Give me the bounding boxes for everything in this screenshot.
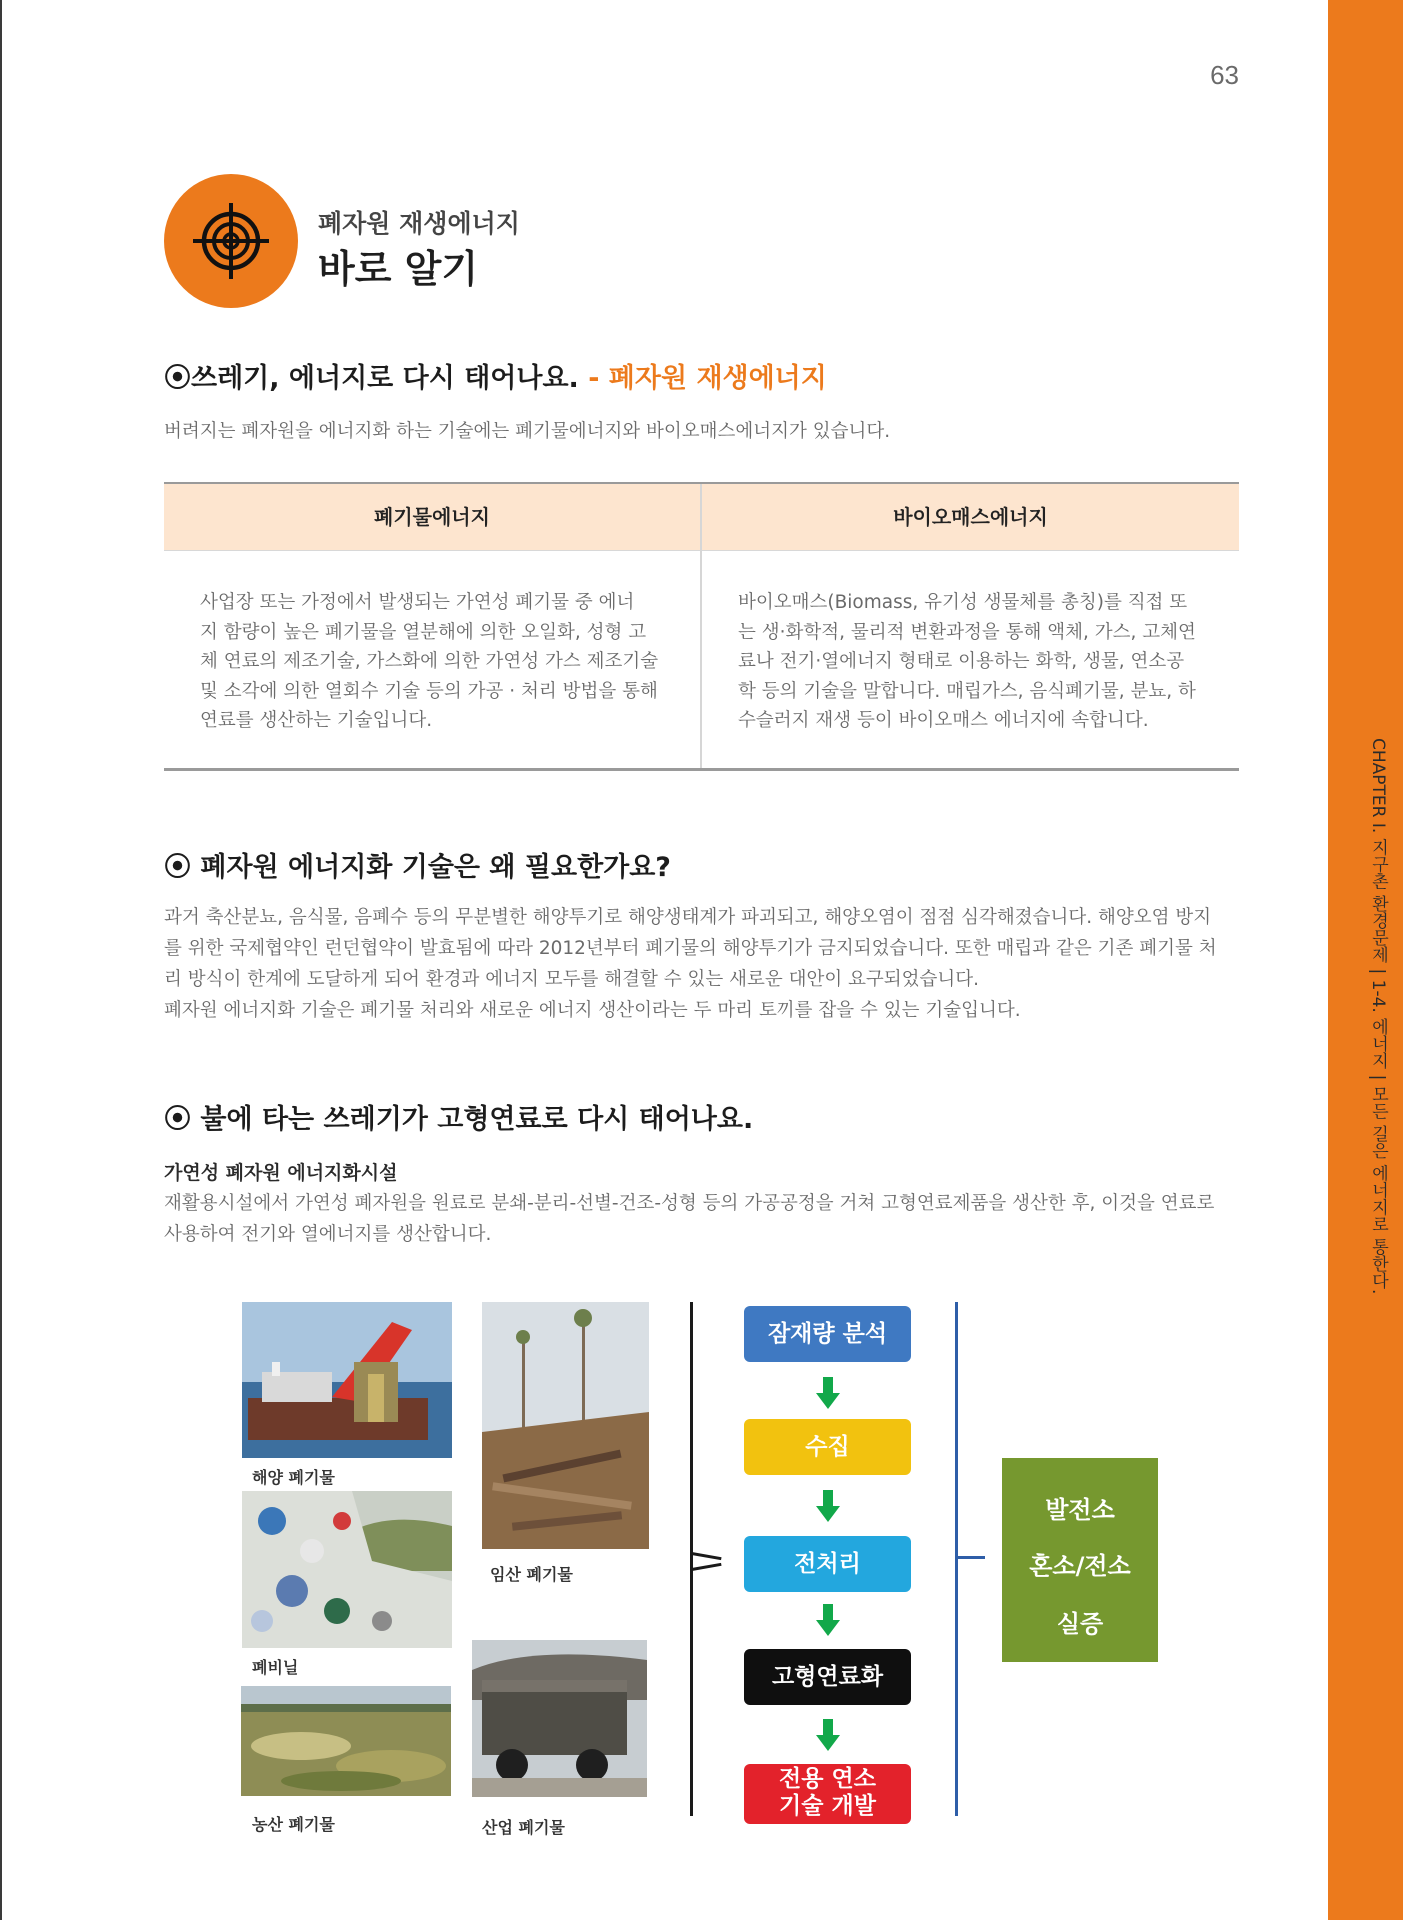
section3-subheading: 가연성 폐자원 에너지화시설: [164, 1162, 398, 1184]
table-cell-biomass: [738, 588, 1218, 736]
page-left-rule: [0, 0, 2, 1920]
table-header-biomass: 바이오매스에너지: [893, 505, 1048, 529]
photo-caption-agricultural: 농산 폐기물: [252, 1815, 335, 1834]
down-arrow-icon: [816, 1719, 840, 1755]
left-brace-tip: [691, 1563, 721, 1571]
left-brace-tip: [691, 1552, 721, 1560]
chapter-side-tab: CHAPTER I. 지구촌 환경문제 | 1-4. 에너지 | 모든 길은 에너지로 통한다.: [1368, 738, 1388, 1295]
table-cell-line: 지 함량이 높은 폐기물을 열분해에 의한 오일화, 성형 고: [200, 621, 647, 643]
table-bottom-line: [164, 768, 1239, 771]
down-arrow-icon: [816, 1604, 840, 1640]
table-cell-line: 는 생·화학적, 물리적 변환과정을 통해 액체, 가스, 고체연: [738, 621, 1196, 643]
table-cell-line: 연료를 생산하는 기술입니다.: [200, 710, 433, 731]
flow-step-pretreatment: 전처리: [744, 1536, 911, 1592]
table-cell-line: 사업장 또는 가정에서 발생되는 가연성 폐기물 중 에너: [200, 592, 635, 613]
result-cofiring: 혼소/전소: [1029, 1552, 1131, 1580]
section1-title-accent: - 폐자원 재생에너지: [588, 363, 827, 394]
result-box: [1002, 1458, 1158, 1662]
header-title: 바로 알기: [318, 247, 479, 291]
section3-line: 재활용시설에서 가연성 폐자원을 원료로 분쇄-분리-선별-건조-성형 등의 가공공정을 거쳐 고형연료제품을 생산한 후, 이것을 연료로: [164, 1193, 1215, 1214]
result-demonstration: 실증: [1056, 1610, 1104, 1638]
section2-line: 폐자원 에너지화 기술은 폐기물 처리와 새로운 에너지 생산이라는 두 마리 토끼를 잡을 수 있는 기술입니다.: [164, 1000, 1021, 1021]
flow-step-combustion-tech: 전용 연소 기술 개발: [744, 1764, 911, 1824]
section2-title: ⦿ 폐자원 에너지화 기술은 왜 필요한가요?: [164, 852, 671, 883]
table-cell-line: 체 연료의 제조기술, 가스화에 의한 가연성 가스 제조기술: [200, 651, 659, 672]
section1-title: [164, 356, 827, 395]
right-brace: [955, 1302, 958, 1816]
section2-line: 를 위한 국제협약인 런던협약이 발효됨에 따라 2012년부터 폐기물의 해양투기가 금지되었습니다. 또한 매립과 같은 기존 폐기물 처: [164, 938, 1217, 959]
forest-waste-photo: [482, 1302, 649, 1549]
table-cell-line: 료나 전기·열에너지 형태로 이용하는 화학, 생물, 연소공: [738, 651, 1185, 672]
energy-table: [164, 482, 1239, 770]
industrial-waste-photo: [472, 1640, 647, 1797]
result-power-plant: 발전소: [1045, 1496, 1115, 1524]
photo-caption-industrial: 산업 폐기물: [482, 1818, 565, 1837]
table-column-divider: [700, 484, 702, 770]
target-icon: [164, 174, 298, 308]
section3-body: [164, 1188, 1239, 1250]
section1-title-main: ⦿쓰레기, 에너지로 다시 태어나요.: [164, 363, 579, 394]
down-arrow-icon: [816, 1490, 840, 1526]
table-header-waste: 폐기물에너지: [374, 505, 490, 529]
flow-step-collection: 수집: [744, 1419, 911, 1475]
section2-line: 리 방식이 한계에 도달하게 되어 환경과 에너지 모두를 해결할 수 있는 새로운 대안이 요구되었습니다.: [164, 969, 980, 990]
table-cell-line: 수슬러지 재생 등이 바이오매스 에너지에 속합니다.: [738, 710, 1149, 731]
plastic-film-photo: [242, 1491, 452, 1648]
table-cell-line: 및 소각에 의한 열회수 기술 등의 가공 · 처리 방법을 통해: [200, 680, 658, 702]
agricultural-waste-photo: [241, 1686, 451, 1796]
table-cell-line: 학 등의 기술을 말합니다. 매립가스, 음식폐기물, 분뇨, 하: [738, 680, 1196, 702]
section1-intro: 버려지는 폐자원을 에너지화 하는 기술에는 폐기물에너지와 바이오매스에너지가 있습니다.: [164, 421, 891, 442]
down-arrow-icon: [816, 1377, 840, 1413]
right-brace-tip: [957, 1556, 985, 1559]
photo-caption-forest: 임산 폐기물: [490, 1565, 573, 1584]
marine-waste-photo: [242, 1302, 452, 1458]
section2-line: 과거 축산분뇨, 음식물, 음폐수 등의 무분별한 해양투기로 해양생태계가 파괴되고, 해양오염이 점점 심각해졌습니다. 해양오염 방지: [164, 907, 1212, 928]
section3-title: ⦿ 불에 타는 쓰레기가 고형연료로 다시 태어나요.: [164, 1104, 754, 1135]
photo-caption-plastic: 폐비닐: [252, 1658, 299, 1677]
table-cell-line: 바이오매스(Biomass, 유기성 생물체를 총칭)를 직접 또: [738, 592, 1188, 613]
flow-step-solid-fuel: 고형연료화: [744, 1649, 911, 1705]
page-number: 63: [1210, 60, 1239, 90]
header-kicker: 폐자원 재생에너지: [318, 209, 520, 238]
left-brace: [690, 1302, 693, 1816]
table-cell-waste: [200, 588, 680, 736]
photo-caption-marine: 해양 폐기물: [252, 1468, 335, 1487]
section3-line: 사용하여 전기와 열에너지를 생산합니다.: [164, 1224, 492, 1245]
section2-body: [164, 902, 1239, 1026]
flow-step-potential-analysis: 잠재량 분석: [744, 1306, 911, 1362]
